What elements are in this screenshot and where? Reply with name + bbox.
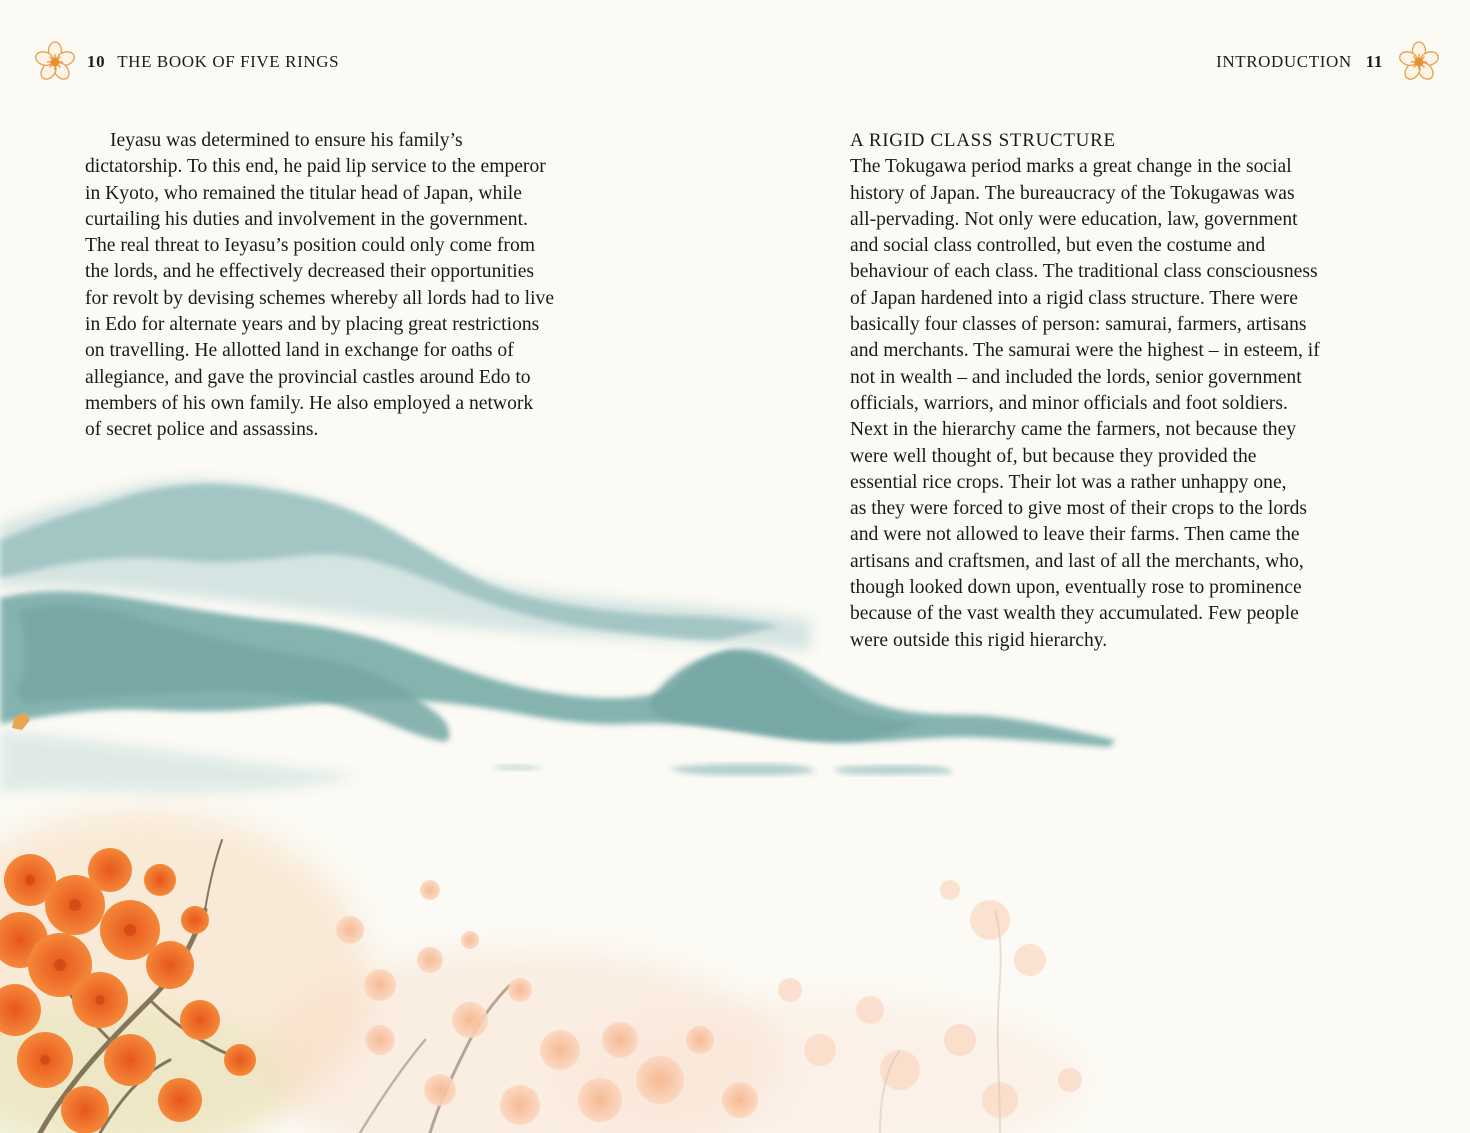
blossom-branches: [0, 810, 1082, 1133]
right-page-number: 11: [1365, 52, 1383, 71]
paragraph-line: dictatorship. To this end, he paid lip service to the emperor: [85, 156, 546, 178]
paragraph-line: as they were forced to give most of their crops to the lords: [850, 498, 1308, 520]
right-running-title: INTRODUCTION: [1216, 52, 1352, 71]
paragraph-line: were outside this rigid hierarchy.: [850, 629, 1108, 651]
left-running-title: THE BOOK OF FIVE RINGS: [117, 52, 340, 71]
left-page-number: 10: [87, 52, 106, 71]
left-page-header: [34, 44, 339, 80]
paragraph-line: in Kyoto, who remained the titular head of Japan, while: [85, 182, 522, 204]
paragraph-line: history of Japan. The bureaucracy of the Tokugawas was: [850, 182, 1295, 204]
paragraph-line: all-pervading. Not only were education, law, government: [850, 208, 1298, 230]
paragraph-line: and social class controlled, but even the costume and: [850, 235, 1266, 257]
left-page-paragraph: [85, 128, 554, 444]
paragraph-line: Ieyasu was determined to ensure his family’s: [110, 130, 463, 151]
paragraph-line: of Japan hardened into a rigid class structure. There were: [850, 287, 1298, 309]
paragraph-line: and were not allowed to leave their farms. Then came the: [850, 524, 1300, 546]
paragraph-line: in Edo for alternate years and by placing great restrictions: [85, 314, 540, 336]
paragraph-line: curtailing his duties and involvement in the government.: [85, 208, 528, 230]
paragraph-line: members of his own family. He also employed a network: [85, 392, 534, 414]
paragraph-line: Next in the hierarchy came the farmers, not because they: [850, 419, 1297, 441]
section-heading: A RIGID CLASS STRUCTURE: [850, 130, 1116, 151]
paragraph-line: of secret police and assassins.: [85, 419, 319, 441]
paragraph-line: because of the vast wealth they accumulated. Few people: [850, 603, 1299, 625]
paragraph-line: on travelling. He allotted land in exchange for oaths of: [85, 340, 514, 362]
paragraph-line: allegiance, and gave the provincial castles around Edo to: [85, 366, 531, 388]
flower-ornament-icon: [1398, 41, 1440, 83]
paragraph-line: behaviour of each class. The traditional class consciousness: [850, 261, 1318, 283]
paragraph-line: the lords, and he effectively decreased their opportunities: [85, 261, 535, 283]
flower-ornament-icon: [34, 41, 76, 83]
paragraph-line: artisans and craftsmen, and last of all the merchants, who,: [850, 550, 1304, 572]
paragraph-line: were well thought of, but because they provided the: [850, 445, 1257, 467]
paragraph-line: basically four classes of person: samurai, farmers, artisans: [850, 314, 1307, 336]
paragraph-line: essential rice crops. Their lot was a rather unhappy one,: [850, 471, 1287, 493]
paragraph-line: officials, warriors, and minor officials and foot soldiers.: [850, 392, 1288, 414]
paragraph-line: for revolt by devising schemes whereby all lords had to live: [85, 287, 555, 309]
paragraph-line: and merchants. The samurai were the highest – in esteem, if: [850, 340, 1320, 362]
right-page-section: [850, 128, 1320, 654]
right-page-header: [1216, 44, 1440, 80]
paragraph-line: not in wealth – and included the lords, senior government: [850, 366, 1302, 388]
paragraph-line: The real threat to Ieyasu’s position could only come from: [85, 235, 535, 257]
paragraph-line: The Tokugawa period marks a great change in the social: [850, 156, 1292, 178]
paragraph-line: though looked down upon, eventually rose to prominence: [850, 577, 1302, 599]
